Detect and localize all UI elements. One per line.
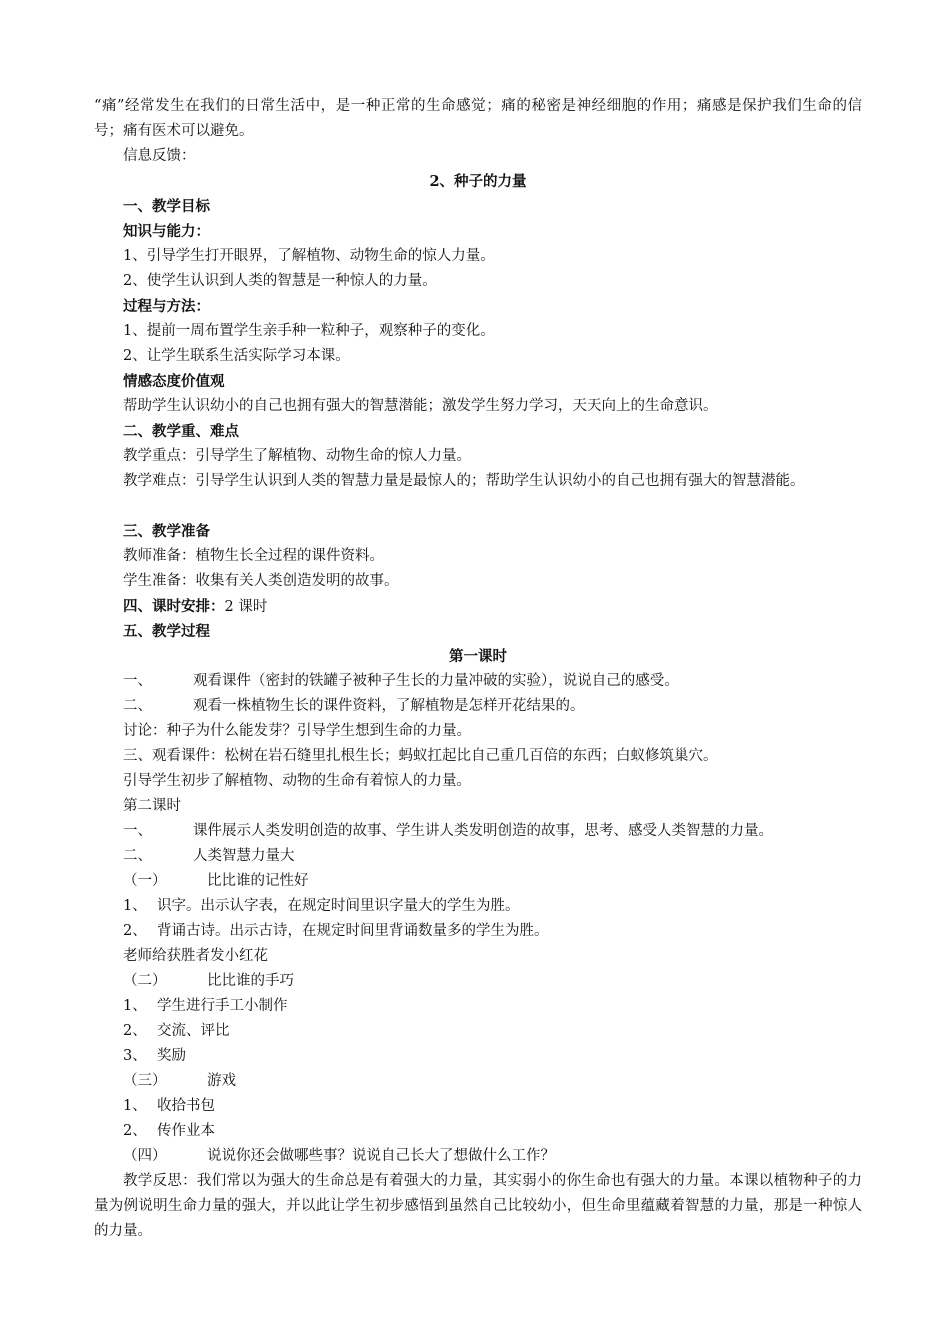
- second-period-item: [94, 819, 862, 844]
- knowledge-heading: 知识与能力：: [123, 223, 210, 240]
- sub-section-heading: [94, 1069, 862, 1094]
- schedule-label: 四、课时安排：: [123, 598, 225, 615]
- first-period-title: 第一课时: [449, 648, 507, 665]
- list-item: [94, 1044, 862, 1069]
- process-method-item: 2、让学生联系生活实际学习本课。: [123, 348, 350, 364]
- first-period-item: [94, 669, 862, 694]
- item-text: 学生进行手工小制作: [157, 998, 288, 1014]
- item-text: 识字。出示认字表，在规定时间里识字量大的学生为胜。: [157, 898, 520, 914]
- award-line: 老师给获胜者发小红花: [123, 948, 268, 964]
- knowledge-item: 2、使学生认识到人类的智慧是一种惊人的力量。: [123, 273, 437, 289]
- item-number: 一、: [123, 673, 152, 689]
- schedule-line: [94, 594, 862, 619]
- emotion-text: 帮助学生认识幼小的自己也拥有强大的智慧潜能；激发学生努力学习，天天向上的生命意识。: [123, 398, 718, 414]
- process-heading: 五、教学过程: [123, 623, 210, 640]
- item-text: 背诵古诗。出示古诗，在规定时间里背诵数量多的学生为胜。: [157, 923, 549, 939]
- item-text: 观看课件（密封的铁罐子被种子生长的力量冲破的实验），说说自己的感受。: [193, 673, 679, 689]
- feedback-label: 信息反馈：: [123, 148, 196, 164]
- item-number: 1、: [123, 898, 147, 914]
- goals-heading: 一、教学目标: [123, 198, 210, 215]
- item-number: 2、: [123, 923, 147, 939]
- item-number: 2、: [123, 1023, 147, 1039]
- item-number: 1、: [123, 1098, 147, 1114]
- first-period-item-3: 三、观看课件：松树在岩石缝里扎根生长；蚂蚁扛起比自己重几百倍的东西；白蚁修筑巢穴。: [123, 748, 718, 764]
- sub-text: 比比谁的记性好: [207, 873, 309, 889]
- prep-heading: 三、教学准备: [123, 523, 210, 540]
- sub-section-heading: [94, 1144, 862, 1169]
- list-item: [94, 994, 862, 1019]
- item-number: 3、: [123, 1048, 147, 1064]
- sub-section-heading: [94, 869, 862, 894]
- sub-text: 游戏: [207, 1073, 236, 1089]
- item-number: 二、: [123, 848, 152, 864]
- item-number: 1、: [123, 998, 147, 1014]
- list-item: [94, 894, 862, 919]
- knowledge-item: 1、引导学生打开眼界，了解植物、动物生命的惊人力量。: [123, 248, 495, 264]
- schedule-value: 2 课时: [224, 599, 268, 615]
- intro-paragraph: “痛”经常发生在我们的日常生活中，是一种正常的生命感觉；痛的秘密是神经细胞的作用；痛感是保护我们生命的信号；痛有医术可以避免。: [94, 98, 862, 139]
- discussion-line: 讨论：种子为什么能发芽？引导学生想到生命的力量。: [123, 723, 471, 739]
- list-item: [94, 1119, 862, 1144]
- sub-text: 比比谁的手巧: [207, 973, 294, 989]
- list-item: [94, 1019, 862, 1044]
- key-points-heading: 二、教学重、难点: [123, 423, 239, 440]
- sub-number: （三）: [123, 1073, 167, 1089]
- document-body: [94, 94, 862, 1244]
- item-number: 一、: [123, 823, 152, 839]
- teaching-focus: 教学重点：引导学生了解植物、动物生命的惊人力量。: [123, 448, 471, 464]
- teaching-difficulty: 教学难点：引导学生认识到人类的智慧力量是最惊人的；帮助学生认识幼小的自己也拥有强大的智慧潜能。: [123, 473, 805, 489]
- sub-number: （四）: [123, 1148, 167, 1164]
- item-number: 2、: [123, 1123, 147, 1139]
- sub-number: （二）: [123, 973, 167, 989]
- item-text: 交流、评比: [157, 1023, 230, 1039]
- list-item: [94, 919, 862, 944]
- second-period-item: [94, 844, 862, 869]
- process-method-item: 1、提前一周布置学生亲手种一粒种子，观察种子的变化。: [123, 323, 495, 339]
- guide-line: 引导学生初步了解植物、动物的生命有着惊人的力量。: [123, 773, 471, 789]
- item-text: 观看一株植物生长的课件资料，了解植物是怎样开花结果的。: [193, 698, 585, 714]
- process-method-heading: 过程与方法：: [123, 298, 210, 315]
- sub-number: （一）: [123, 873, 167, 889]
- teacher-prep: 教师准备：植物生长全过程的课件资料。: [123, 548, 384, 564]
- reflection-paragraph: 教学反思：我们常以为强大的生命总是有着强大的力量，其实弱小的你生命也有强大的力量。本课以植物种子的力量为例说明生命力量的强大，并以此让学生初步感悟到虽然自己比较幼小，但生命里蕴藏着智慧的力量，那是一种惊人的力量。: [94, 1173, 862, 1239]
- emotion-heading: 情感态度价值观: [123, 373, 225, 390]
- item-text: 人类智慧力量大: [193, 848, 295, 864]
- item-text: 传作业本: [157, 1123, 215, 1139]
- item-text: 奖励: [157, 1048, 186, 1064]
- lesson-title: 2、种子的力量: [429, 173, 527, 190]
- sub-section-heading: [94, 969, 862, 994]
- sub-text: 说说你还会做哪些事？说说自己长大了想做什么工作？: [207, 1148, 555, 1164]
- item-text: 课件展示人类发明创造的故事、学生讲人类发明创造的故事，思考、感受人类智慧的力量。: [193, 823, 773, 839]
- second-period-title: 第二课时: [123, 798, 181, 814]
- student-prep: 学生准备：收集有关人类创造发明的故事。: [123, 573, 399, 589]
- item-text: 收拾书包: [157, 1098, 215, 1114]
- item-number: 二、: [123, 698, 152, 714]
- list-item: [94, 1094, 862, 1119]
- first-period-item: [94, 694, 862, 719]
